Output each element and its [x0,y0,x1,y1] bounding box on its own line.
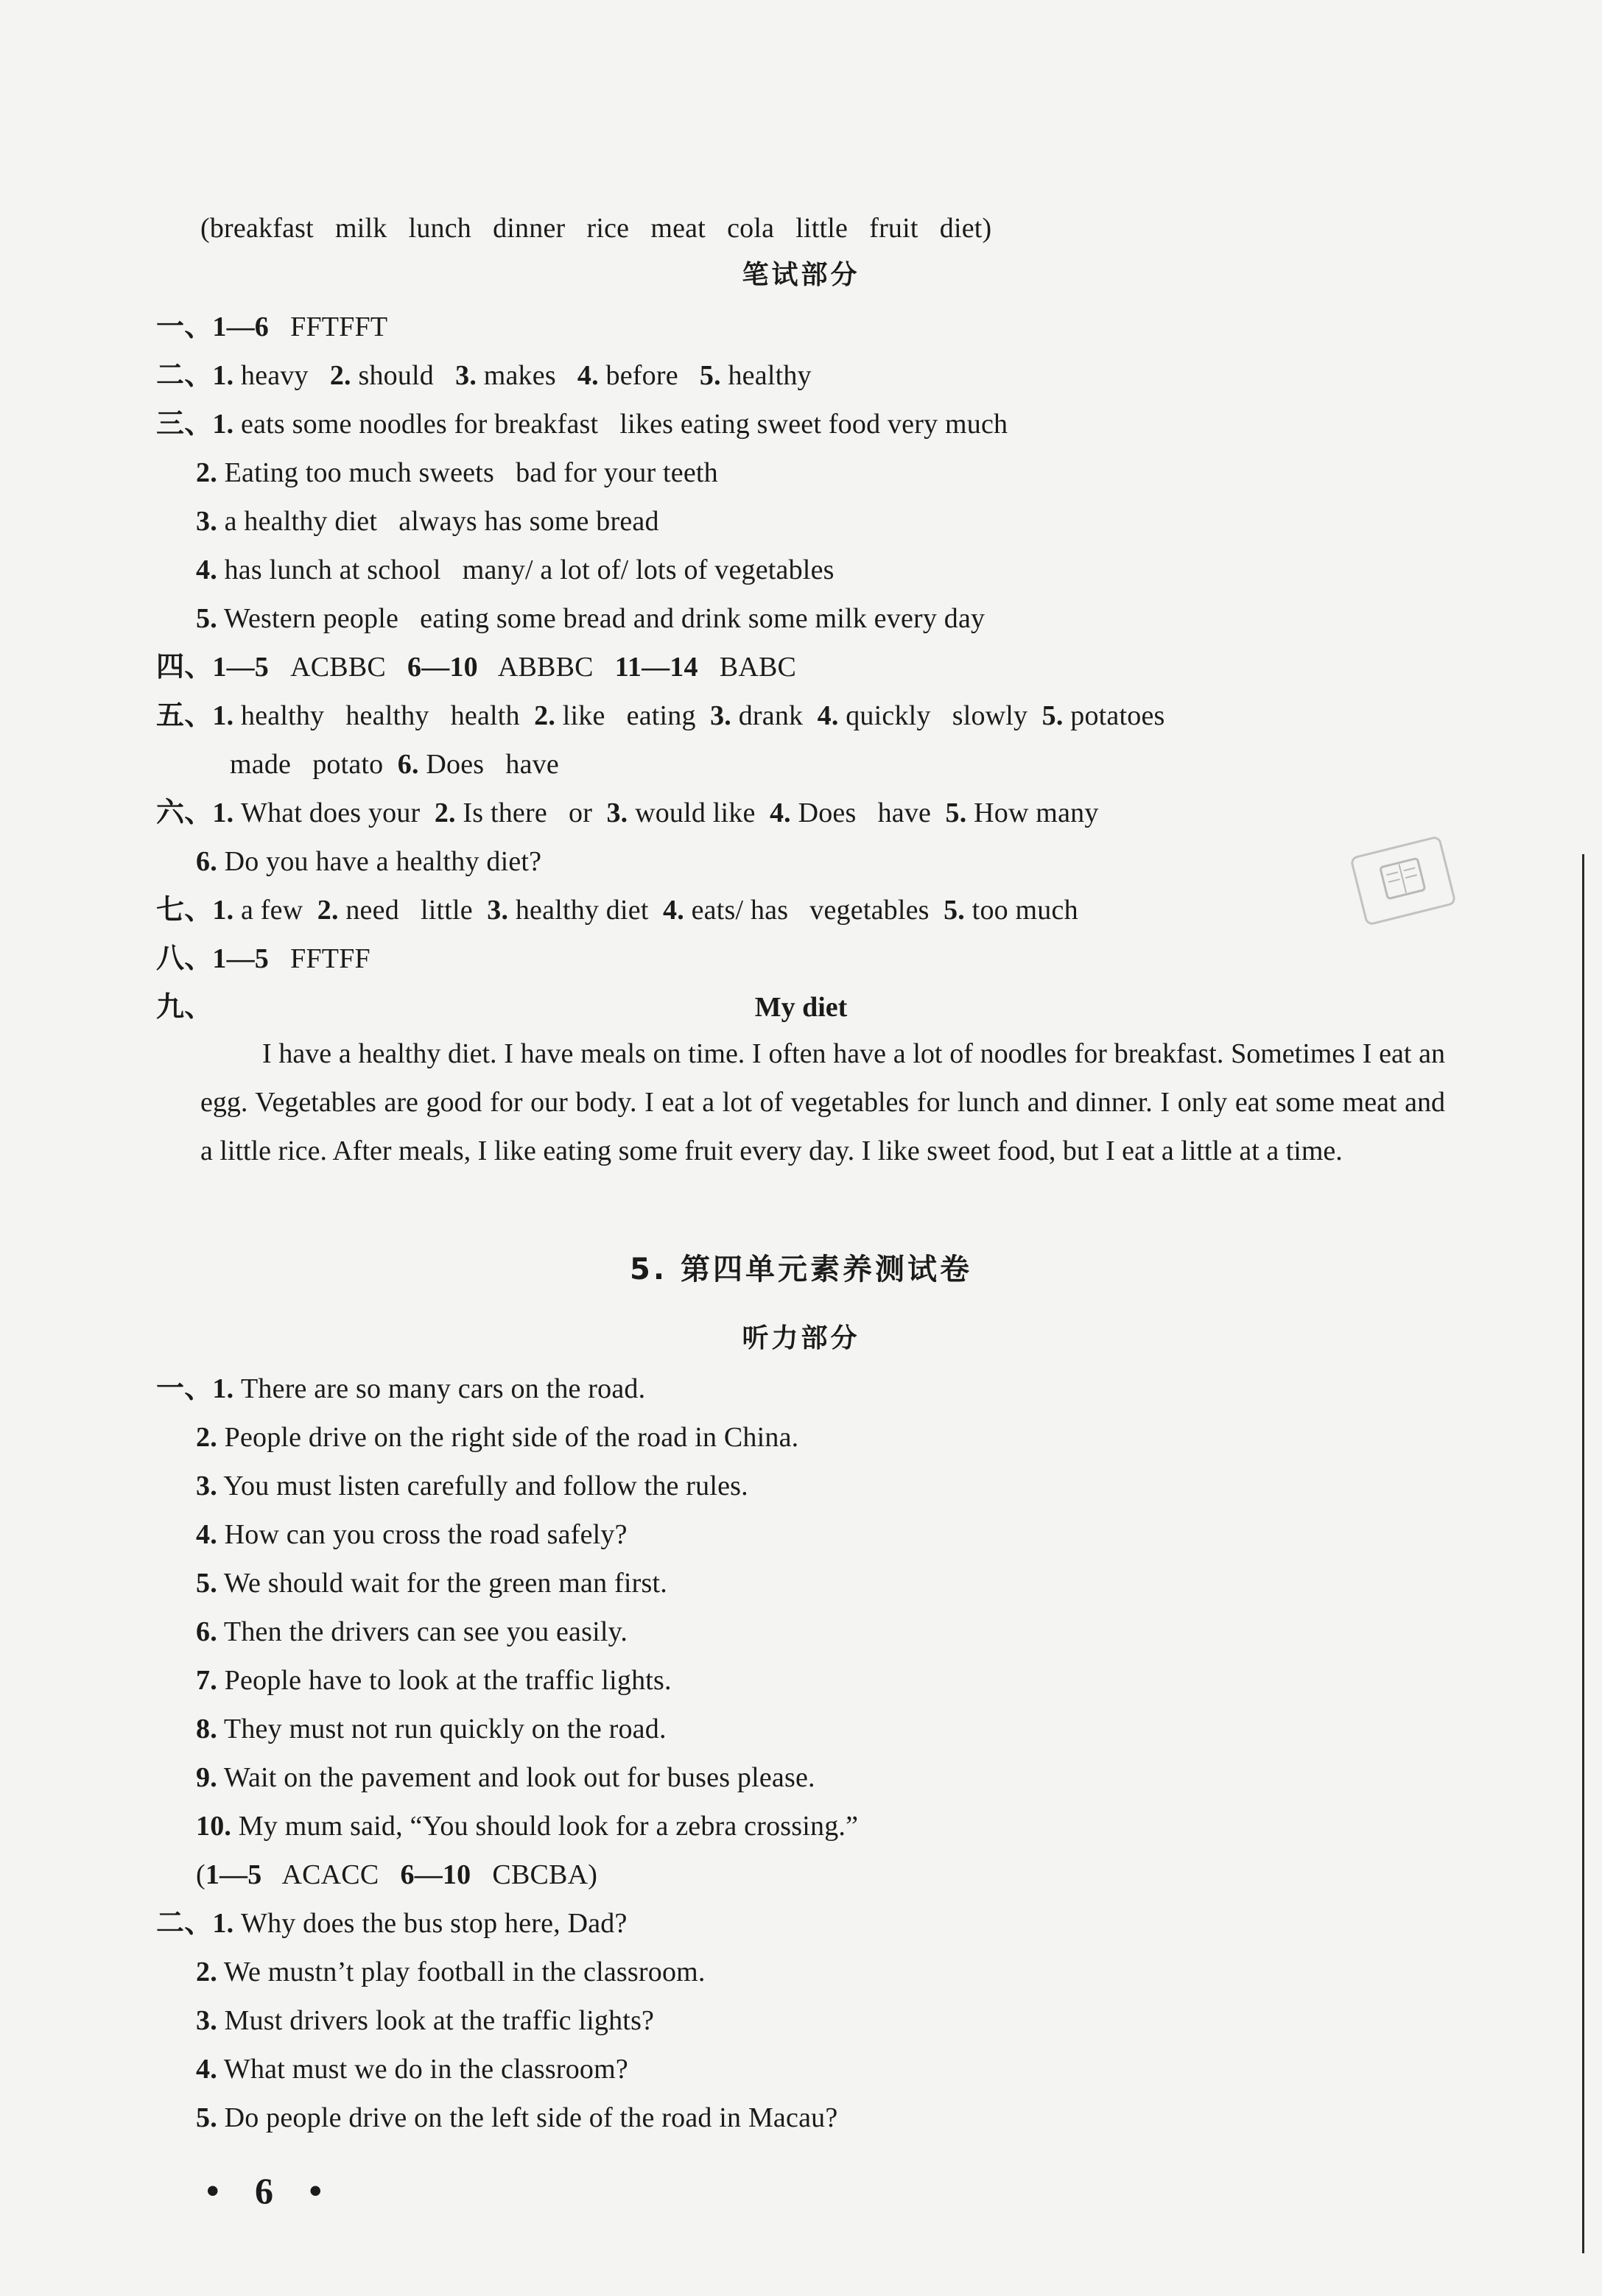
book-stamp-icon [1376,853,1429,906]
watermark-stamp [1349,835,1456,926]
page-number: • 6 • [206,2170,336,2211]
q3-row-1: 三、1. eats some noodles for breakfast likes eating sweet food very much [156,409,1008,440]
q9-label: 九、 [156,992,213,1023]
l2-row-4: 4. What must we do in the classroom? [196,2054,628,2085]
l2-row-3: 3. Must drivers look at the traffic lights? [196,2005,655,2036]
q1-answer: FFTFFT [290,311,388,342]
l1-row-10: 10. My mum said, “You should look for a zebra crossing.” [196,1811,859,1842]
q8-row: 八、1—5 FFTFF [156,943,370,974]
q3-row-5: 5. Western people eating some bread and drink some milk every day [196,603,986,634]
section-written-heading: 笔试部分 [742,260,860,290]
listening-word-list: (breakfast milk lunch dinner rice meat cola little fruit diet) [200,213,992,244]
l1-row-2: 2. People drive on the right side of the road in China. [196,1422,799,1453]
essay-paragraph: I have a healthy diet. I have meals on time. I often have a lot of noodles for breakfast. Sometimes I eat an egg. Vegetables are good for our body. I eat a lot of vegetables for lunch and dinner. I only eat some meat and a little rice. After meals, I like eating some fruit every day. I like sweet food, but I eat a little at a time. [200,1038,1445,1166]
essay-title: My diet [754,992,848,1023]
l1-row-4: 4. How can you cross the road safely? [196,1519,628,1550]
q5-row-1: 五、1. healthy healthy health 2. like eating 3. drank 4. quickly slowly 5. potatoes [156,700,1165,731]
l1-row-5: 5. We should wait for the green man first. [196,1568,667,1599]
l2-row-2: 2. We mustn’t play football in the classroom. [196,1957,706,1987]
right-margin-rule [1582,854,1584,2253]
q6-row-2: 6. Do you have a healthy diet? [196,846,542,877]
l1-row-1: 一、1. There are so many cars on the road. [156,1373,646,1404]
q5-row-2: made potato 6. Does have [230,749,559,780]
q7-row: 七、1. a few 2. need little 3. healthy diet 4. eats/ has vegetables 5. too much [156,895,1078,926]
l1-row-7: 7. People have to look at the traffic lights. [196,1665,672,1696]
q1-label: 一、1—6 [156,311,270,342]
section-listening-heading: 听力部分 [742,1323,860,1353]
q6-row-1: 六、1. What does your 2. Is there or 3. would like 4. Does have 5. How many [156,797,1099,828]
l1-row-3: 3. You must listen carefully and follow the rules. [196,1471,748,1501]
l1-answer: (1—5 ACACC 6—10 CBCBA) [196,1859,598,1890]
l1-row-8: 8. They must not run quickly on the road. [196,1714,667,1744]
unit-title: 5. 第四单元素养测试卷 [630,1253,972,1286]
l1-row-9: 9. Wait on the pavement and look out for buses please. [196,1762,815,1793]
q3-row-2: 2. Eating too much sweets bad for your teeth [196,457,718,488]
l2-row-1: 二、1. Why does the bus stop here, Dad? [156,1908,628,1939]
l2-row-5: 5. Do people drive on the left side of the road in Macau? [196,2102,838,2133]
q4-row: 四、1—5 ACBBC 6—10 ABBBC 11—14 BABC [156,652,797,683]
q1-row [156,309,387,345]
q3-row-4: 4. has lunch at school many/ a lot of/ lots of vegetables [196,554,835,585]
l1-row-6: 6. Then the drivers can see you easily. [196,1616,628,1647]
q2-row: 二、1. heavy 2. should 3. makes 4. before 5. healthy [156,360,812,391]
q3-row-3: 3. a healthy diet always has some bread [196,506,659,537]
